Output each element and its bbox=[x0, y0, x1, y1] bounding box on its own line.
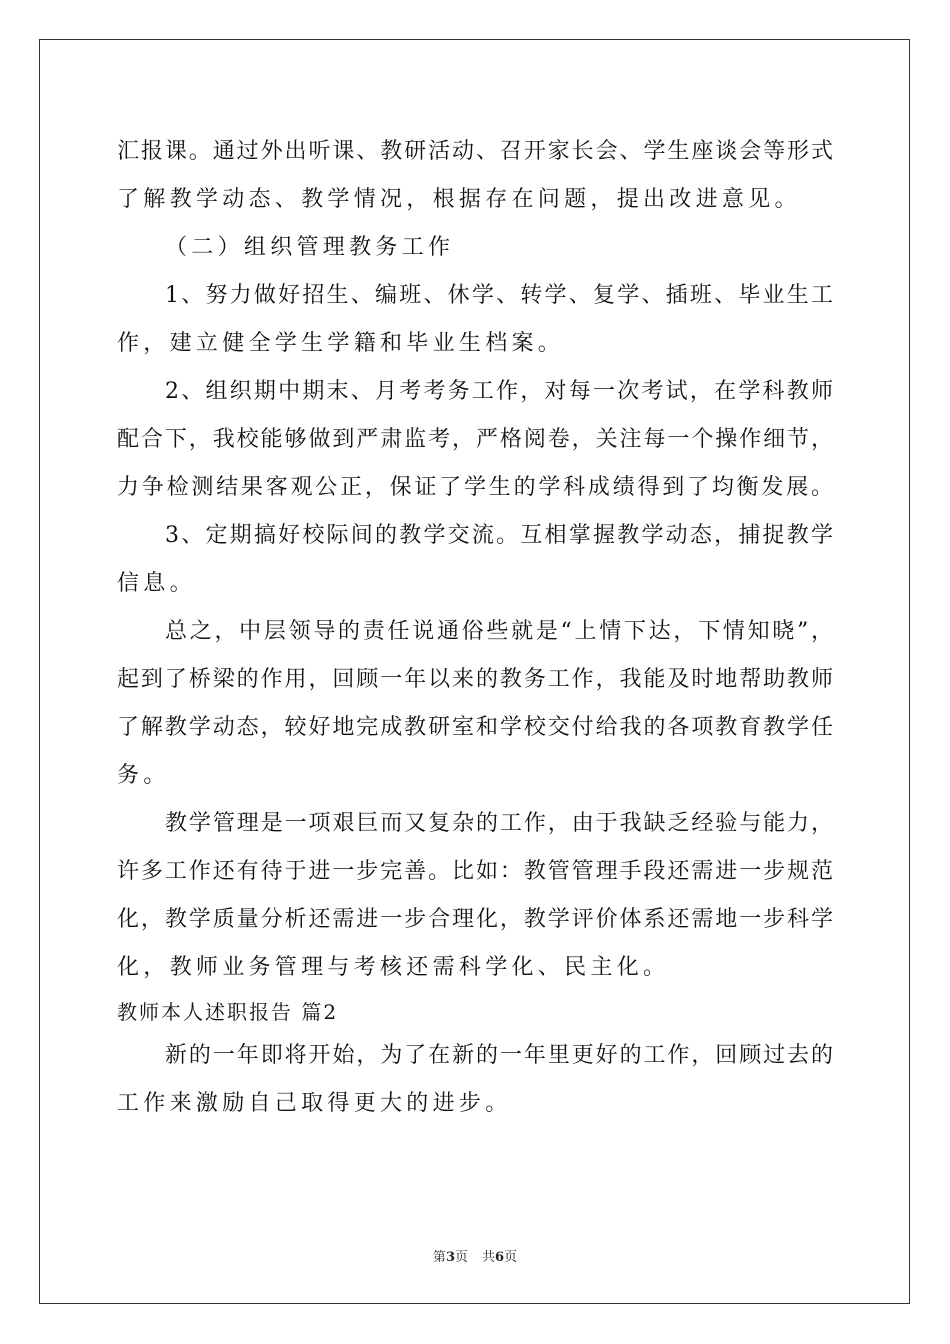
total-suffix: 页 bbox=[504, 1250, 518, 1265]
page-prefix: 第 bbox=[432, 1250, 446, 1265]
total-prefix: 共 bbox=[482, 1250, 496, 1265]
paragraph-line: 了解教学动态、教学情况，根据存在问题，提出改进意见。 bbox=[117, 187, 801, 212]
paragraph-line: 1、努力做好招生、编班、休学、转学、复学、插班、毕业生工 bbox=[165, 283, 833, 308]
paragraph-line: 工作来激励自己取得更大的进步。 bbox=[117, 1091, 512, 1116]
paragraph-line: 教学管理是一项艰巨而又复杂的工作，由于我缺乏经验与能力， bbox=[165, 811, 833, 836]
paragraph-line: 总之，中层领导的责任说通俗些就是“上情下达，下情知晓”， bbox=[165, 619, 833, 644]
page-total: 6 bbox=[495, 1250, 505, 1265]
document-body bbox=[117, 128, 833, 1128]
paragraph-line: 化，教学质量分析还需进一步合理化，教学评价体系还需地一步科学 bbox=[117, 907, 833, 932]
paragraph-line: 3、定期搞好校际间的教学交流。互相掌握教学动态，捕捉教学 bbox=[165, 523, 833, 548]
section-title: （二）组织管理教务工作 bbox=[165, 235, 455, 260]
paragraph-line: 配合下，我校能够做到严肃监考，严格阅卷，关注每一个操作细节， bbox=[117, 427, 833, 452]
paragraph-line: 新的一年即将开始，为了在新的一年里更好的工作，回顾过去的 bbox=[165, 1043, 833, 1068]
paragraph-line: 信息。 bbox=[117, 571, 196, 596]
paragraph-line: 2、组织期中期末、月考考务工作，对每一次考试，在学科教师 bbox=[165, 379, 833, 404]
paragraph-line: 力争检测结果客观公正，保证了学生的学科成绩得到了均衡发展。 bbox=[117, 475, 833, 500]
page-suffix: 页 bbox=[454, 1250, 468, 1265]
page-footer bbox=[0, 1246, 950, 1265]
paragraph-line: 了解教学动态，较好地完成教研室和学校交付给我的各项教育教学任 bbox=[117, 715, 833, 740]
paragraph-line: 作，建立健全学生学籍和毕业生档案。 bbox=[117, 331, 565, 356]
paragraph-line: 化，教师业务管理与考核还需科学化、民主化。 bbox=[117, 955, 670, 980]
paragraph-line: 汇报课。通过外出听课、教研活动、召开家长会、学生座谈会等形式 bbox=[117, 139, 833, 164]
paragraph-line: 起到了桥梁的作用，回顾一年以来的教务工作，我能及时地帮助教师 bbox=[117, 667, 833, 692]
paragraph-line: 许多工作还有待于进一步完善。比如：教管管理手段还需进一步规范 bbox=[117, 859, 833, 884]
article-heading: 教师本人述职报告 篇2 bbox=[117, 1000, 339, 1024]
paragraph-line: 务。 bbox=[117, 763, 170, 788]
page-current: 3 bbox=[445, 1250, 455, 1265]
